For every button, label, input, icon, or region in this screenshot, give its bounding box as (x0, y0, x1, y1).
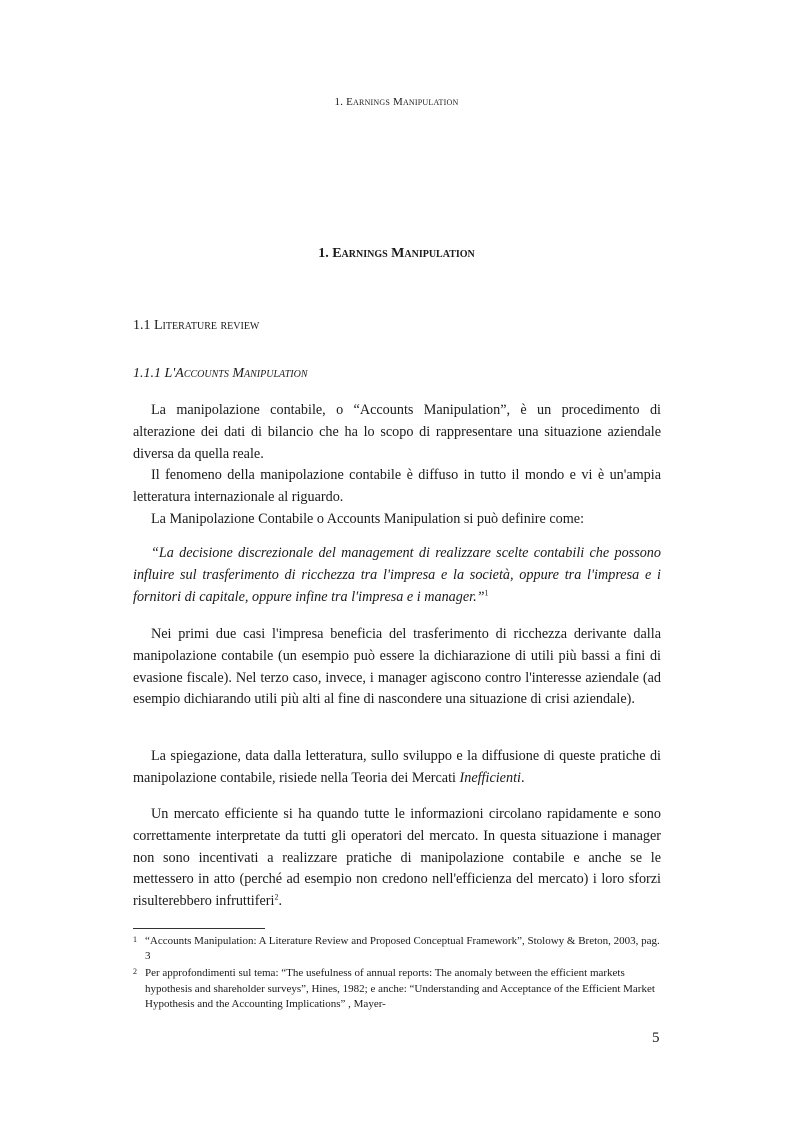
intro-paragraphs (133, 400, 661, 531)
paragraph-efficient-market-text: Un mercato efficiente si ha quando tutte le informazioni circolano rapidamente e sono correttamente interpretate da tutti gli operatori del mercato. In questa situazione i manager non sono incentivati a realizzare pratiche di manipolazione contabile e anche se le mettessero in atto (perché ad esempio non credono nell'efficienza del mercato) i loro sforzi risulterebbero infruttiferi (133, 806, 661, 910)
paragraph-theory-block (133, 746, 661, 790)
paragraph-definition-intro: La Manipolazione Contabile o Accounts Manipulation si può definire come: (151, 510, 585, 527)
footnote-divider (133, 928, 265, 929)
page-number: 5 (652, 1030, 660, 1046)
paragraph-cases: Nei primi due casi l'impresa beneficia del trasferimento di ricchezza derivante dalla manipolazione contabile (un esempio può essere la dichiarazione di utili più bassi a fini di evasione fiscale). Nel terzo caso, invece, i manager agiscono contro l'interesse aziendale (ad esempio dichiarando utili più alti al fine di nascondere una situazione di crisi aziendale). (133, 626, 661, 708)
paragraph-definition: La manipolazione contabile, o “Accounts Manipulation”, è un procedimento di alterazione dei dati di bilancio che ha lo scopo di rappresentare una situazione aziendale diversa da quella reale. (133, 402, 661, 462)
section-title: 1.1 Literature review (133, 318, 260, 333)
footnote-text: Per approfondimenti sul tema: “The usefulness of annual reports: The anomaly between the efficient markets hypothesis and shareholder surveys”, Hines, 1982; e anche: “Understanding and Acceptance of the Efficient Market Hypothesis and the Accounting Implications” , Mayer- (145, 967, 655, 1010)
chapter-title: 1. Earnings Manipulation (318, 246, 475, 261)
subsection-title: 1.1.1 L'Accounts Manipulation (133, 366, 308, 381)
definition-quote (133, 543, 661, 608)
paragraph-efficient-market (133, 804, 661, 913)
footnote-1 (133, 934, 661, 964)
paragraph-diffusion: Il fenomeno della manipolazione contabile è diffuso in tutto il mondo e vi è un'ampia letteratura internazionale al riguardo. (133, 467, 661, 506)
paragraph-efficient-market-block (133, 804, 661, 913)
running-head: 1. Earnings Manipulation (334, 96, 459, 108)
footnote-2 (133, 966, 661, 1012)
quote-text: “La decisione discrezionale del management di realizzare scelte contabili che possono influire sul trasferimento di ricchezza tra l'impresa e la società, oppure tra l'impresa e i fornitori di capitale, oppure infine tra l'impresa e i manager.” (133, 545, 661, 605)
footnote-text: “Accounts Manipulation: A Literature Review and Proposed Conceptual Framework”, Stolowy & Breton, 2003, pag. 3 (145, 935, 660, 963)
footnotes (133, 934, 661, 1014)
paragraph-efficient-market-end: . (278, 893, 282, 910)
paragraph-cases-block (133, 624, 661, 711)
paragraph-theory-end: . (520, 769, 525, 786)
footnote-number: 2 (133, 967, 137, 977)
emphasis-inefficienti: Inefficienti (459, 769, 521, 786)
footnote-ref-1[interactable]: 1 (484, 587, 489, 597)
footnote-number: 1 (133, 935, 137, 944)
paragraph-theory (133, 746, 661, 790)
paragraph-theory-text: La spiegazione, data dalla letteratura, sullo sviluppo e la diffusione di queste pratiche di manipolazione contabile, risiede nella Teoria dei Mercati (133, 748, 661, 786)
footnote-ref-2[interactable]: 2 (274, 892, 279, 902)
